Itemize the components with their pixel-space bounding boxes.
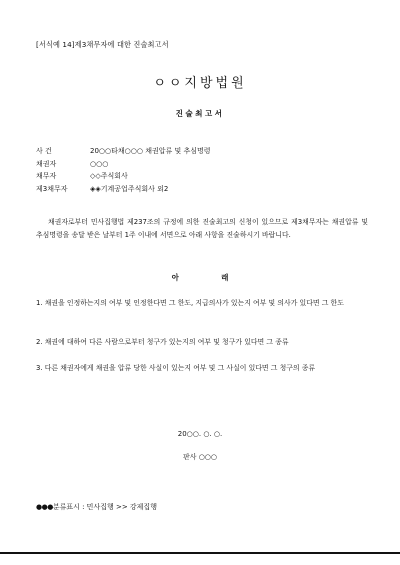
party-label: 사 건 (36, 147, 52, 155)
bottom-divider (0, 552, 400, 554)
classification-line (36, 502, 157, 512)
list-item: 3. 다른 채권자에게 채권을 압류 당한 사실이 있는지 여부 및 그 사실이 있다면 그 청구의 종류 (36, 364, 316, 372)
party-row-case (36, 145, 211, 158)
document-title: 진술최고서 (175, 109, 225, 118)
party-row-third-debtor (36, 183, 211, 196)
party-value: 20○○타채○○○ 채권압류 및 추심명령 (90, 147, 211, 155)
parties-block (36, 145, 211, 195)
document-date: 20○○. ○. ○. (177, 430, 223, 438)
ara-heading: 아 래 (171, 273, 229, 282)
party-value: ◈◈기계공업주식회사 외2 (90, 184, 169, 193)
party-row-creditor (36, 158, 211, 171)
party-label: 채무자 (36, 172, 57, 180)
list-item: 2. 채권에 대하여 다른 사람으로부터 청구가 있는지의 여부 및 청구가 있다면 그 종류 (36, 338, 289, 346)
party-label: 제3채무자 (36, 184, 68, 193)
body-paragraph: 채권자로부터 민사집행법 제237조의 규정에 의한 진술최고의 신청이 있으므로 제3채무자는 채권압류 및 추심명령을 송달 받은 날부터 1주 이내에 서면으로 아래 사항을 진술하시기 바랍니다. (36, 218, 368, 239)
classification-text: 분류표시 : 민사집행 >> 강제집행 (52, 503, 157, 511)
list-item: 1. 채권을 인정하는지의 여부 및 인정한다면 그 한도, 지급의사가 있는지 여부 및 의사가 있다면 그 한도 (36, 299, 344, 307)
bullet-icon: ●●● (36, 503, 53, 511)
party-row-debtor (36, 170, 211, 183)
judge-signature: 판사 ○○○ (182, 453, 218, 461)
party-value: ◇◇주식회사 (90, 172, 128, 180)
party-value: ○○○ (90, 159, 109, 168)
court-name: ㅇㅇ지방법원 (153, 76, 247, 91)
form-number: [서식예 14]제3채무자에 대한 진술최고서 (36, 40, 169, 49)
party-label: 채권자 (36, 159, 57, 168)
